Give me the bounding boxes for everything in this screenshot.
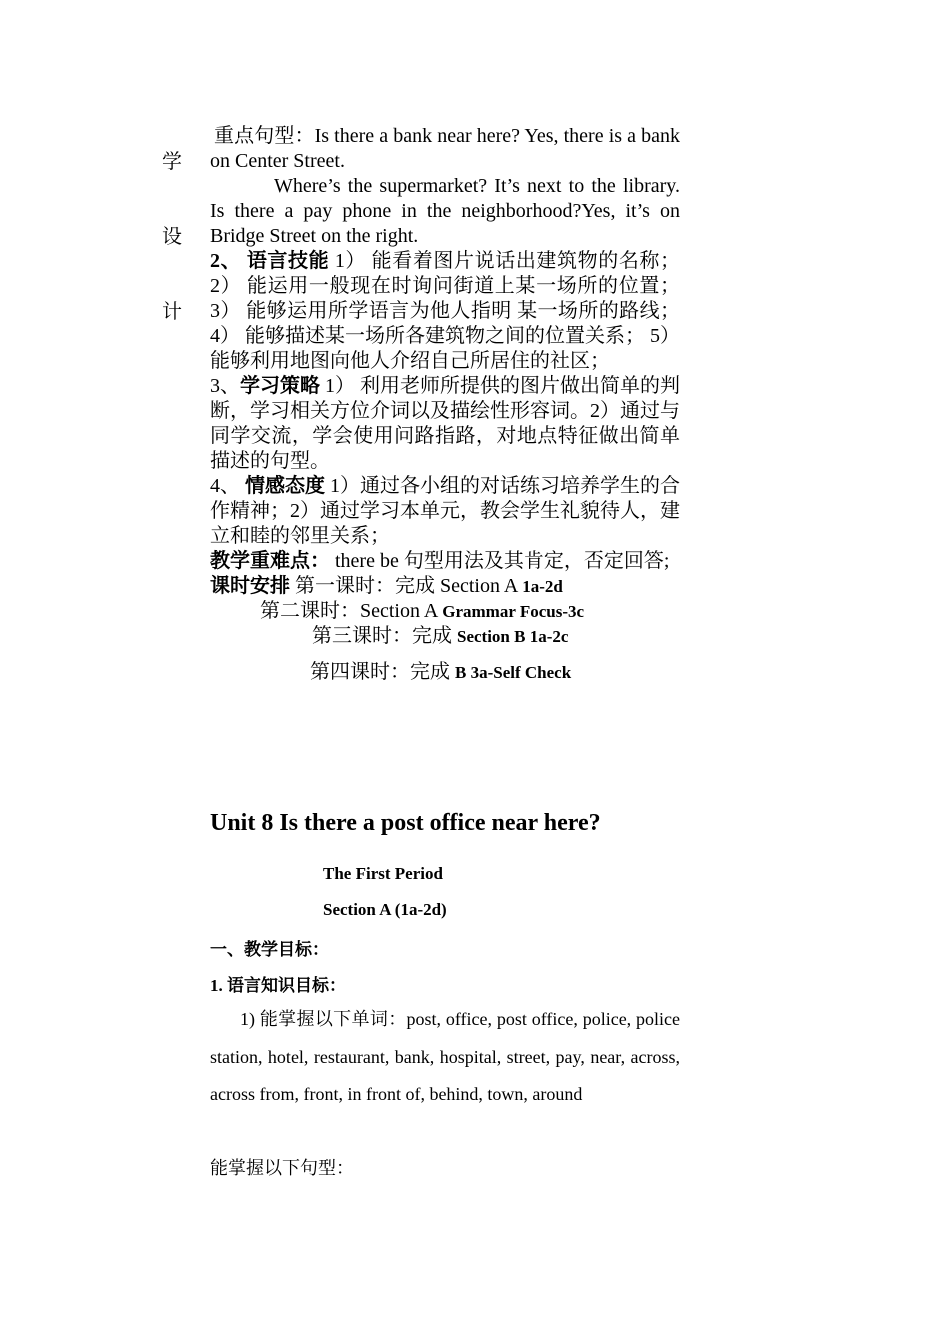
- schedule-4-bold: B 3a-Self Check: [455, 663, 572, 682]
- schedule-line-3: [210, 624, 680, 649]
- vocab-words: post, office, post office, police, police station, hotel, restaurant, bank, hospital, street, pay, near, across, across from, front, in front of, behind, town, around: [210, 1009, 680, 1104]
- schedule-2-bold: Grammar Focus-3c: [442, 602, 585, 621]
- key-sentence-2: [210, 174, 680, 249]
- period-heading: The First Period: [323, 864, 443, 883]
- lower-section: [210, 808, 680, 1178]
- key-sentences-label: 重点句型：: [214, 125, 315, 147]
- strategy-num: 3、: [210, 375, 240, 397]
- focus-paragraph: [210, 549, 680, 574]
- skills-label: 语言技能: [246, 250, 330, 272]
- vocab-text: [210, 1001, 680, 1114]
- focus-text: there be 句型用法及其肯定，否定回答;: [330, 550, 670, 572]
- schedule-2-prefix: 第二课时：Section A: [260, 600, 443, 622]
- schedule-label: 课时安排: [210, 575, 290, 597]
- schedule-1-prefix: 第一课时：完成 Section A: [290, 575, 523, 597]
- key-sentence-1: [210, 124, 680, 174]
- lang-goal-heading: 1. 语言知识目标：: [210, 976, 346, 995]
- vocab-prefix: 1) 能掌握以下单词：: [240, 1009, 407, 1029]
- unit-title: Unit 8 Is there a post office near here?: [210, 810, 601, 836]
- sidebar-char-2: 设: [162, 226, 182, 248]
- vocab-paragraph: [210, 1001, 680, 1114]
- skills-num: 2、: [210, 250, 242, 272]
- schedule-3-prefix: 第三课时：完成: [312, 625, 457, 647]
- strategy-paragraph: [210, 374, 680, 474]
- schedule-3-bold: Section B 1a-2c: [457, 627, 569, 646]
- sidebar-char-1: 学: [162, 151, 182, 173]
- schedule-line-1: [210, 574, 680, 599]
- attitude-num: 4、: [210, 475, 240, 497]
- goals-heading: 一、教学目标：: [210, 940, 329, 959]
- sentences-intro: 能掌握以下句型：: [210, 1158, 354, 1178]
- strategy-text: 1） 利用老师所提供的图片做出简单的判断，学习相关方位介词以及描绘性形容词。2）通过与同学交流，学会使用问路指路，对地点特征做出简单描述的句型。: [210, 375, 680, 472]
- focus-label: 教学重难点：: [210, 550, 330, 572]
- schedule-4-prefix: 第四课时：完成: [310, 661, 455, 683]
- key-sentence-2-text: Where’s the supermarket? It’s next to the library.: [274, 175, 680, 197]
- key-sentence-3-text: Is there a pay phone in the neighborhood?Yes, it’s on Bridge Street on the right.: [210, 200, 680, 247]
- schedule-1-bold: 1a-2d: [522, 577, 563, 596]
- attitude-paragraph: [210, 474, 680, 549]
- upper-column: [210, 124, 680, 685]
- strategy-label: 学习策略: [240, 375, 320, 397]
- attitude-label: 情感态度: [245, 475, 325, 497]
- sidebar-char-3: 计: [162, 301, 182, 323]
- schedule-line-2: [210, 599, 680, 624]
- schedule-line-4: [210, 660, 680, 685]
- section-heading: Section A (1a-2d): [323, 900, 447, 919]
- skills-text: 1） 能看着图片说话出建筑物的名称； 2） 能运用一般现在时询问街道上某一场所的位置；3） 能够运用所学语言为他人指明 某一场所的路线； 4） 能够描述某一场所各建筑物之间的位置关系； 5） 能够利用地图向他人介绍自己所居住的社区；: [210, 250, 681, 372]
- skills-paragraph: [210, 249, 680, 374]
- attitude-text: 1）通过各小组的对话练习培养学生的合作精神；2）通过学习本单元，教会学生礼貌待人，建立和睦的邻里关系；: [210, 475, 680, 547]
- key-sentence-1-text: Is there a bank near here? Yes, there is a bank on Center Street.: [210, 125, 681, 172]
